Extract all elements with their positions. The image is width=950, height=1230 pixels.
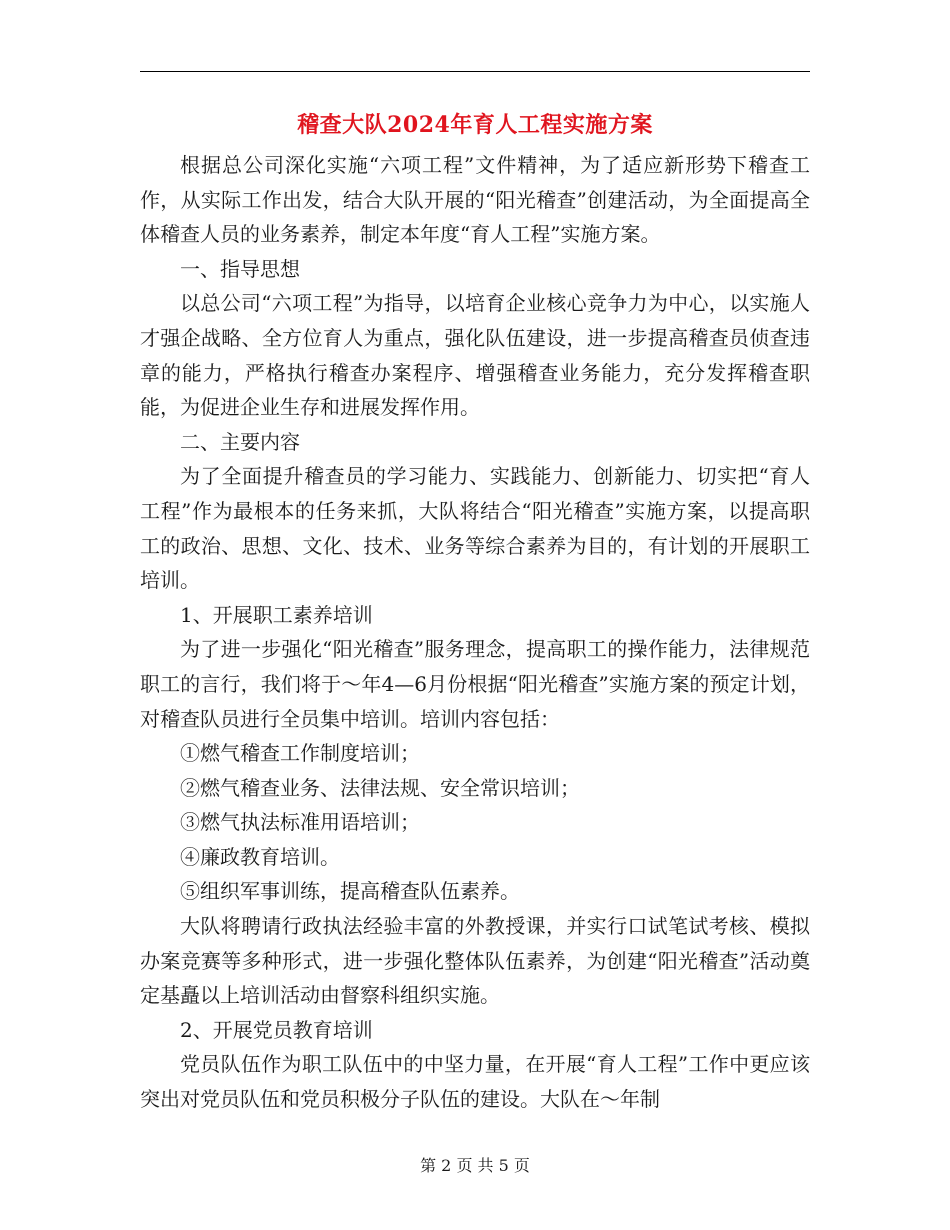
list-item-training-1: ①燃气稽查工作制度培训； — [180, 741, 420, 766]
list-item-training-2: ②燃气稽查业务、法律法规、安全常识培训； — [180, 775, 580, 800]
heading-guiding-ideology: 一、指导思想 — [180, 256, 300, 281]
list-item-training-4: ④廉政教育培训。 — [180, 844, 340, 869]
paragraph-party-training: 党员队伍作为职工队伍中的中坚力量，在开展“育人工程”工作中更应该突出对党员队伍和党员积极分子队伍的建设。大队在～年制 — [140, 1052, 810, 1112]
paragraph-staff-training: 为了进一步强化“阳光稽查”服务理念，提高职工的操作能力，法律规范职工的言行，我们将于～年4—6月份根据“阳光稽查”实施方案的预定计划，对稽查队员进行全员集中培训。培训内容包括： — [140, 637, 810, 731]
list-item-training-3: ③燃气执法标准用语培训； — [180, 810, 420, 835]
document-body — [140, 148, 810, 1117]
heading-staff-training: 1、开展职工素养培训 — [180, 602, 373, 627]
heading-main-content: 二、主要内容 — [180, 429, 300, 454]
paragraph-intro: 根据总公司深化实施“六项工程”文件精神，为了适应新形势下稽查工作，从实际工作出发，结合大队开展的“阳光稽查”创建活动，为全面提高全体稽查人员的业务素养，制定本年度“育人工程”实施方案。 — [140, 153, 810, 247]
document-title: 稽查大队2024年育人工程实施方案 — [297, 112, 653, 138]
list-item-training-5: ⑤组织军事训练，提高稽查队伍素养。 — [180, 879, 520, 904]
header-rule — [140, 71, 810, 72]
paragraph-training-methods: 大队将聘请行政执法经验丰富的外教授课，并实行口试笔试考核、模拟办案竞赛等多种形式，进一步强化整体队伍素养，为创建“阳光稽查”活动奠定基矗以上培训活动由督察科组织实施。 — [140, 914, 810, 1008]
page-number-footer: 第 2 页 共 5 页 — [420, 1156, 530, 1175]
heading-party-training: 2、开展党员教育培训 — [180, 1017, 373, 1042]
paragraph-guiding-ideology: 以总公司“六项工程”为指导，以培育企业核心竞争力为中心，以实施人才强企战略、全方位育人为重点，强化队伍建设，进一步提高稽查员侦查违章的能力，严格执行稽查办案程序、增强稽查业务能力，充分发挥稽查职能，为促进企业生存和进展发挥作用。 — [140, 291, 810, 420]
paragraph-main-content: 为了全面提升稽查员的学习能力、实践能力、创新能力、切实把“育人工程”作为最根本的任务来抓，大队将结合“阳光稽查”实施方案，以提高职工的政治、思想、文化、技术、业务等综合素养为目的，有计划的开展职工培训。 — [140, 464, 810, 593]
